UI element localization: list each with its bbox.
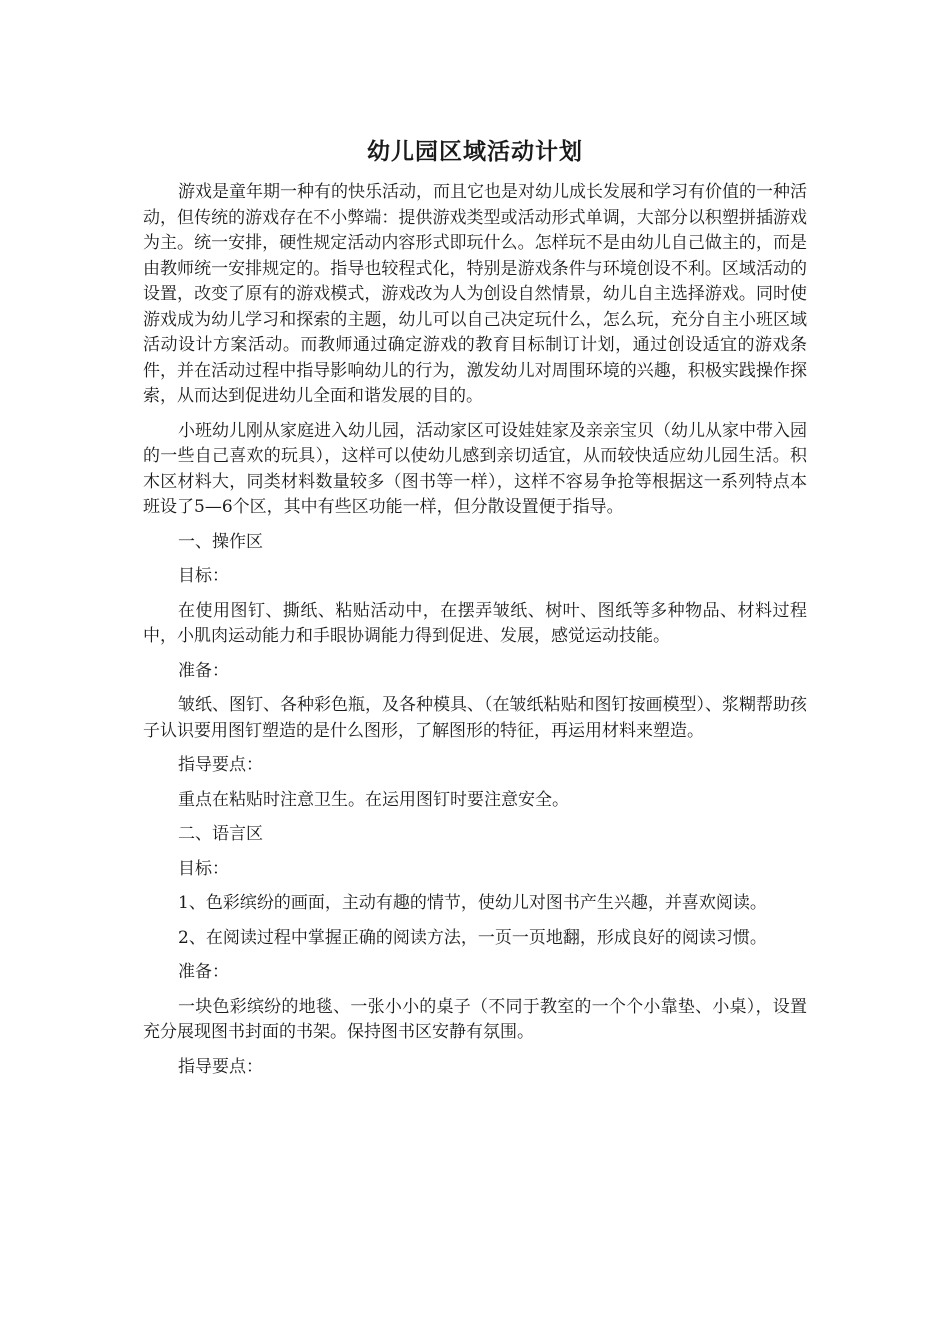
- paragraph-operation-goals: 在使用图钉、撕纸、粘贴活动中，在摆弄皱纸、树叶、图纸等多种物品、材料过程中，小肌肉运动能力和手眼协调能力得到促进、发展，感觉运动技能。: [143, 600, 807, 646]
- subheading-goals: 目标：: [178, 566, 229, 586]
- document-title: 幼儿园区域活动计划: [367, 138, 583, 165]
- paragraph-language-goal-2: 2、在阅读过程中掌握正确的阅读方法，一页一页地翻，形成良好的阅读习惯。: [178, 927, 767, 948]
- paragraph-language-goal-1: 1、色彩缤纷的画面，主动有趣的情节，使幼儿对图书产生兴趣，并喜欢阅读。: [178, 893, 767, 913]
- paragraph-class-overview: 小班幼儿刚从家庭进入幼儿园，活动家区可设娃娃家及亲亲宝贝（幼儿从家中带入园的一些自己喜欢的玩具），这样可以使幼儿感到亲切适宜，从而较快适应幼儿园生活。积木区材料大，同类材料数量较多（图书等一样），这样不容易争抢等根据这一系列特点本班设了5—6个区，其中有些区功能一样，但分散设置便于指导。: [143, 420, 807, 517]
- paragraph-language-preparation: 一块色彩缤纷的地毯、一张小小的桌子（不同于教室的一个个小靠垫、小桌），设置充分展现图书封面的书架。保持图书区安静有氛围。: [143, 996, 807, 1042]
- section-heading-operation-area: 一、操作区: [178, 531, 263, 552]
- subheading-guidance: 指导要点：: [178, 755, 263, 775]
- subheading-preparation: 准备：: [178, 660, 229, 681]
- subheading-preparation: 准备：: [178, 962, 229, 982]
- subheading-guidance: 指导要点：: [178, 1056, 263, 1077]
- section-heading-language-area: 二、语言区: [178, 824, 263, 844]
- subheading-goals: 目标：: [178, 858, 229, 879]
- document-page: [143, 132, 807, 1089]
- paragraph-intro: 游戏是童年期一种有的快乐活动，而且它也是对幼儿成长发展和学习有价值的一种活动，但传统的游戏存在不小弊端：提供游戏类型或活动形式单调，大部分以积塑拼插游戏为主。统一安排，硬性规定活动内容形式即玩什么。怎样玩不是由幼儿自己做主的，而是由教师统一安排规定的。指导也较程式化，特别是游戏条件与环境创设不利。区域活动的设置，改变了原有的游戏模式，游戏改为人为创设自然情景，幼儿自主选择游戏。同时使游戏成为幼儿学习和探索的主题，幼儿可以自己决定玩什么，怎么玩，充分自主小班区域活动设计方案活动。而教师通过确定游戏的教育目标制订计划，通过创设适宜的游戏条件，并在活动过程中指导影响幼儿的行为，激发幼儿对周围环境的兴趣，积极实践操作探索，从而达到促进幼儿全面和谐发展的目的。: [143, 182, 807, 406]
- paragraph-operation-guidance: 重点在粘贴时注意卫生。在运用图钉时要注意安全。: [178, 789, 569, 810]
- paragraph-operation-preparation: 皱纸、图钉、各种彩色瓶，及各种模具、（在皱纸粘贴和图钉按画模型）、浆糊帮助孩子认识要用图钉塑造的是什么图形，了解图形的特征，再运用材料来塑造。: [143, 695, 807, 741]
